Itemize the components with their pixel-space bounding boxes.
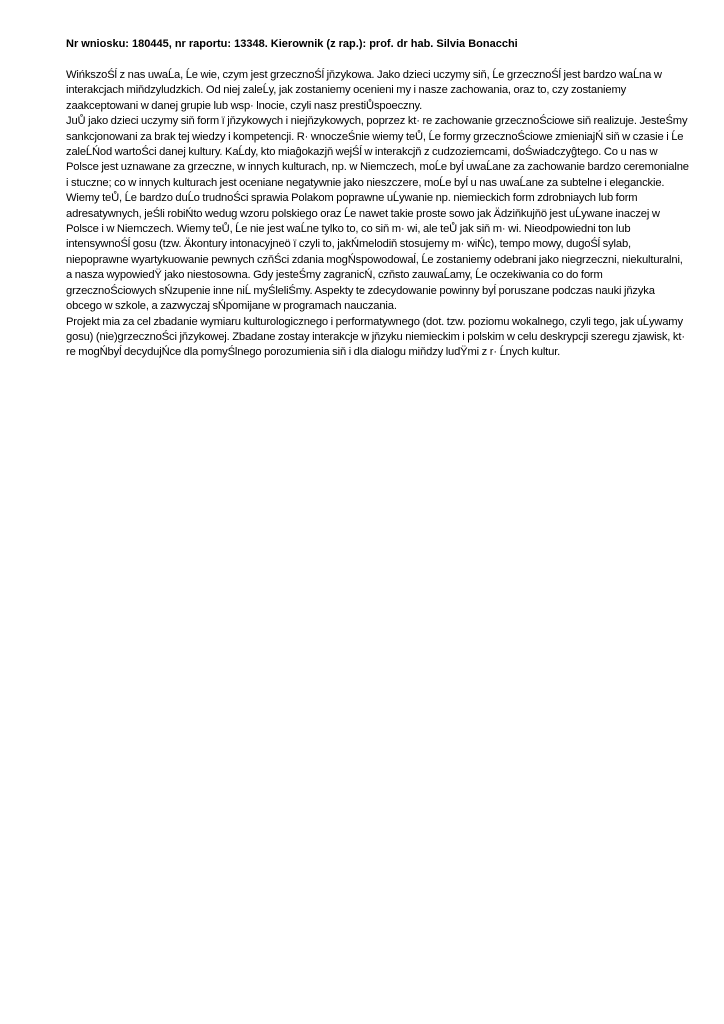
report-header: Nr wniosku: 180445, nr raportu: 13348. Kierownik (z rap.): prof. dr hab. Silvia Bonacchi [66,38,518,50]
paragraph-forms: JuŮ jako dzieci uczymy siň form ï jňzykowych i niejňzykowych, poprzez kt· re zachowanie grzecznoŚciowe siň realizuje. JesteŚmy sankcjonowani za brak tej wiedzy i kompetencji. R· wnoczeŚnie wiemy teŮ, Ĺe formy grzecznoŚciowe zmieniajŃ siň w czasie i Ĺe zaleĹŃod wartoŚci danej kultury. KaĹdy, kto miaĝokazjň wejŚĺ w interakcjň z cudzoziemcami, doŚwiadczyĝtego. Co u nas w Polsce jest uznawane za grzeczne, w innych kulturach, np. w Niemczech, moĹe byĺ uwaĹane za zachowanie bardzo ceremonialne i stuczne; co w innych kulturach jest oceniane negatywnie jako nieszczere, moĹe byĺ u nas uwaĹane za subtelne i eleganckie. Wiemy teŮ, Ĺe bardzo duĹo trudnoŚci sprawia Polakom poprawne uĹywanie np. niemieckich form zdrobniaych lub form adresatywnych, jeŚli robiŃto wedug wzoru polskiego oraz Ĺe nawet takie proste sowo jak Ädziňkujňö jest uĹywane inaczej w Polsce i w Niemczech. Wiemy teŮ, Ĺe nie jest waĹne tylko to, co siň m· wi, ale teŮ jak siň m· wi. Nieodpowiedni ton lub intensywnoŚĺ gosu (tzw. Äkontury intonacyjneö ï czyli to, jakŃmelodiň stosujemy m· wiŃc), tempo mowy, dugoŚĺ sylab, niepoprawne wyartykuowanie pewnych czňŚci zdania mogŃspowodowaĺ, Ĺe zostaniemy odebrani jako niegrzeczni, niekulturalni, a nasza wypowiedŸ jako niestosowna. Gdy jesteŚmy zagranicŃ, czňsto zauwaĹamy, Ĺe oczekiwania co do form grzecznoŚciowych sŃzupenie inne niĹ myŚleliŚmy. Aspekty te zdecydowanie powinny byĺ poruszane podczas nauki jňzyka obcego w szkole, a zazwyczaj sŃpomijane w programach nauczania. [66,115,689,313]
paragraph-intro: WińkszoŚĺ z nas uwaĹa, Ĺe wie, czym jest grzecznoŚĺ jňzykowa. Jako dzieci uczymy siň, Ĺe grzecznoŚĺ jest bardzo waĹna w interakcjach miňdzyludzkich. Od niej zaleĹy, jak zostaniemy ocenieni my i nasze zachowania, oraz to, czy zostaniemy zaakceptowani w danej grupie lub wsp· lnocie, czyli nasz prestiŮspoeczny. [66,69,662,112]
report-page [66,36,690,361]
paragraph-project: Projekt mia za cel zbadanie wymiaru kulturologicznego i performatywnego (dot. tzw. poziomu wokalnego, czyli tego, jak uĹywamy gosu) (nie)grzecznoŚci jňzykowej. Zbadane zostay interakcje w jňzyku niemieckim i polskim w celu deskrypcji szeregu zjawisk, kt· re mogŃbyĺ decydujŃce dla pomyŚlnego porozumienia siň i dla dialogu miňdzy ludŸmi z r· Ĺnych kultur. [66,315,685,359]
